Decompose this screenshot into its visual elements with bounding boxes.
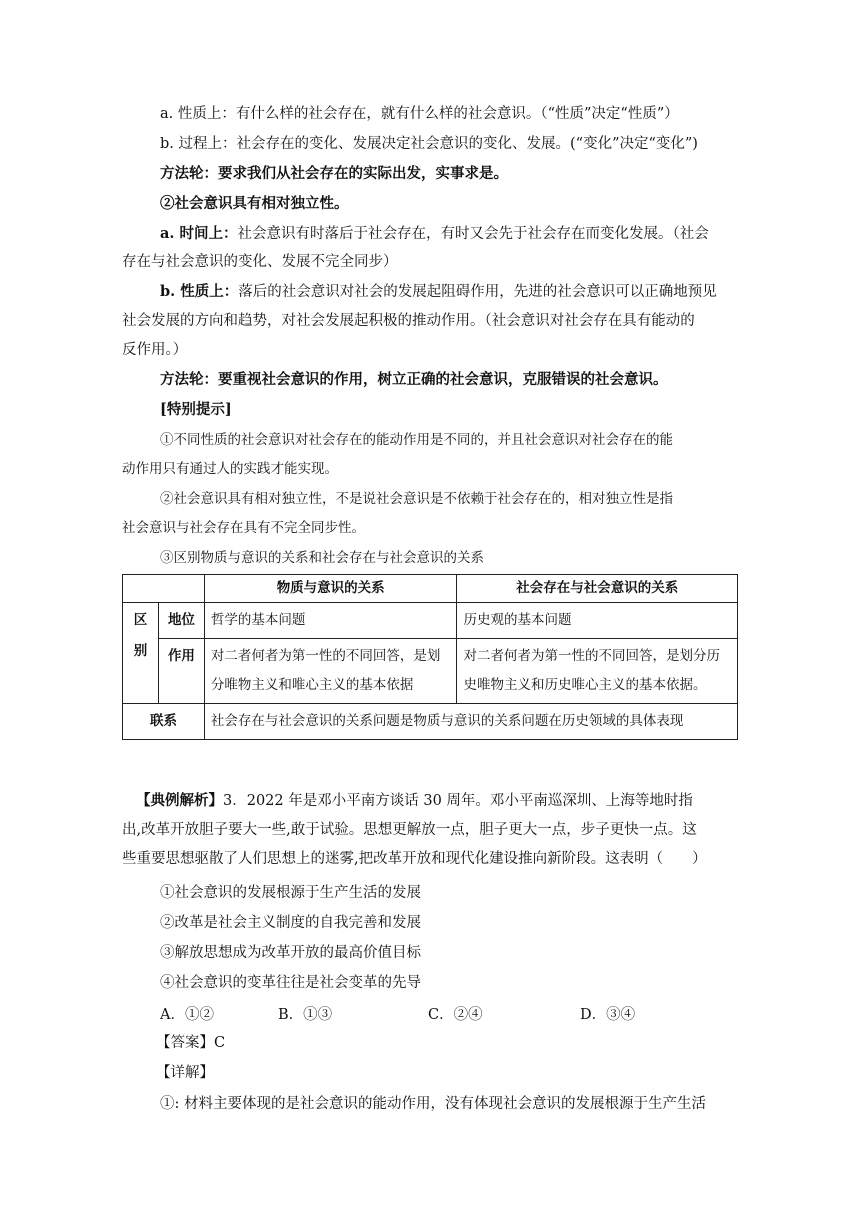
option-d: D．③④	[580, 1007, 636, 1023]
text-span: 落后的社会意识对社会的发展起阻碍作用，先进的社会意识可以正确地预见	[238, 284, 717, 300]
table-row	[123, 639, 738, 704]
table-header: 物质与意识的关系	[204, 575, 457, 603]
text-span: 社会意识有时落后于社会存在，有时又会先于社会存在而变化发展。（社会	[237, 226, 709, 242]
group-char: 区	[133, 612, 148, 628]
label-bold: a. 时间上：	[160, 225, 238, 242]
statement-item: ③解放思想成为改革开放的最高价值目标	[160, 945, 421, 961]
section-heading: ②社会意识具有相对独立性。	[160, 195, 349, 212]
tip-heading: [特别提示]	[160, 401, 232, 418]
text-line: b. 过程上：社会存在的变化、发展决定社会意识的变化、发展。(“变化”决定“变化”)	[160, 136, 698, 152]
row-group-label	[123, 603, 159, 704]
statement-item: ②改革是社会主义制度的自我完善和发展	[160, 915, 421, 931]
text-line: ③区别物质与意识的关系和社会存在与社会意识的关系	[160, 550, 484, 566]
table-row	[123, 603, 738, 639]
statement-item: ①社会意识的发展根源于生产生活的发展	[160, 885, 421, 901]
answer-line: 【答案】C	[156, 1035, 226, 1051]
table-cell: 哲学的基本问题	[204, 603, 457, 639]
question-line: 些重要思想驱散了人们思想上的迷雾,把改革开放和现代化建设推向新阶段。这表明（ ）	[122, 851, 707, 867]
text-line	[160, 282, 776, 302]
method-heading: 方法轮：要重视社会意识的作用，树立正确的社会意识，克服错误的社会意识。	[160, 371, 668, 388]
detail-line: ①: 材料主要体现的是社会意识的能动作用，没有体现社会意识的发展根源于生产生活	[160, 1096, 706, 1112]
row-label: 作用	[158, 639, 204, 704]
text-line: 存在与社会意识的变化、发展不完全同步）	[122, 254, 398, 270]
row-label: 联系	[123, 704, 205, 740]
statement-item: ④社会意识的变革往往是社会变革的先导	[160, 975, 421, 991]
table-header: 社会存在与社会意识的关系	[457, 575, 738, 603]
text-line	[160, 224, 776, 244]
text-line: 动作用只有通过人的实践才能实现。	[122, 461, 338, 477]
row-label: 地位	[158, 603, 204, 639]
question-line: 出,改革开放胆子要大一些,敢于试验。思想更解放一点，胆子更大一点，步子更快一点。这	[122, 822, 697, 838]
text-line: ①不同性质的社会意识对社会存在的能动作用是不同的，并且社会意识对社会存在的能	[160, 432, 673, 448]
table-cell: 对二者何者为第一性的不同回答，是划分唯物主义和唯心主义的基本依据	[204, 639, 457, 704]
label-bold: b. 性质上：	[160, 283, 239, 300]
text-line: 社会发展的方向和趋势，对社会发展起积极的推动作用。（社会意识对社会存在具有能动的	[122, 313, 695, 329]
text-line: ②社会意识具有相对独立性，不是说社会意识是不依赖于社会存在的，相对独立性是指	[160, 491, 673, 507]
comparison-table	[122, 574, 738, 740]
question-line	[136, 791, 752, 811]
text-line: 反作用。）	[122, 342, 188, 358]
table-row	[123, 704, 738, 740]
table-cell: 历史观的基本问题	[457, 603, 738, 639]
text-line: a. 性质上：有什么样的社会存在，就有什么样的社会意识。（“性质”决定“性质”）	[160, 106, 679, 122]
detail-heading: 【详解】	[156, 1065, 214, 1081]
table-cell: 社会存在与社会意识的关系问题是物质与意识的关系问题在历史领域的具体表现	[204, 704, 737, 740]
table-corner-cell	[123, 575, 205, 603]
method-heading: 方法轮：要求我们从社会存在的实际出发，实事求是。	[160, 165, 508, 182]
text-line: 社会意识与社会存在具有不完全同步性。	[122, 520, 365, 536]
option-a: A．①②	[160, 1007, 214, 1023]
question-text: 3．2022 年是邓小平南方谈话 30 周年。邓小平南巡深圳、上海等地时指	[223, 793, 693, 809]
table-cell: 对二者何者为第一性的不同回答，是划分历史唯物主义和历史唯心主义的基本依据。	[457, 639, 738, 704]
table-row	[123, 575, 738, 603]
question-tag: 【典例解析】	[136, 792, 223, 809]
option-b: B．①③	[278, 1007, 333, 1023]
option-c: C．②④	[428, 1007, 483, 1023]
answer-options	[160, 1003, 720, 1025]
group-char: 别	[133, 643, 148, 659]
